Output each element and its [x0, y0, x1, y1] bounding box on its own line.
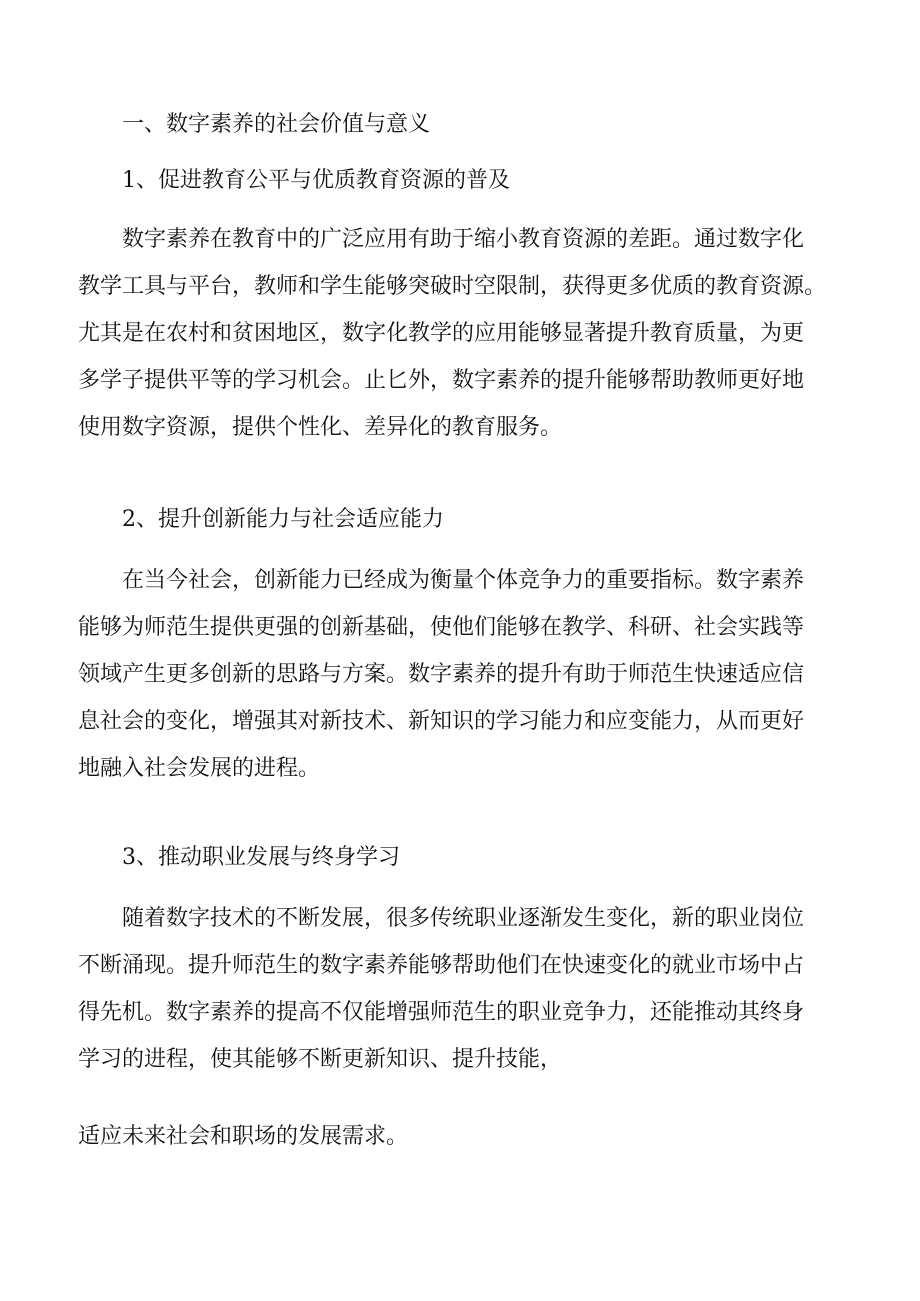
paragraph-line: 在当今社会，创新能力已经成为衡量个体竞争力的重要指标。数字素养: [122, 568, 805, 593]
paragraph-line: 随着数字技术的不断发展，很多传统职业逐渐发生变化，新的职业岗位: [122, 906, 805, 931]
paragraph-1: [78, 216, 850, 451]
section-title: 一、数字素养的社会价值与意义: [122, 112, 431, 137]
paragraph-line: 得先机。数字素养的提高不仅能增强师范生的职业竞争力，还能推动其终身: [78, 1000, 805, 1025]
paragraph-line: 学习的进程，使其能够不断更新知识、提升技能，: [78, 1047, 563, 1072]
paragraph-tail-line: 适应未来社会和职场的发展需求。: [78, 1124, 409, 1149]
paragraph-line: 领域产生更多创新的思路与方案。数字素养的提升有助于师范生快速适应信: [78, 662, 805, 687]
paragraph-line: 教学工具与平台，教师和学生能够突破时空限制，获得更多优质的教育资源。: [78, 274, 827, 299]
paragraph-line: 多学子提供平等的学习机会。止匕外，数字素养的提升能够帮助教师更好地: [78, 368, 805, 393]
paragraph-line: 能够为师范生提供更强的创新基础，使他们能够在教学、科研、社会实践等: [78, 615, 805, 640]
paragraph-line: 尤其是在农村和贫困地区，数字化教学的应用能够显著提升教育质量，为更: [78, 321, 805, 346]
subsection-heading-1: 1、促进教育公平与优质教育资源的普及: [122, 168, 510, 193]
subsection-heading-3: 3、推动职业发展与终身学习: [122, 845, 400, 870]
paragraph-line: 息社会的变化，增强其对新技术、新知识的学习能力和应变能力，从而更好: [78, 709, 805, 734]
paragraph-line: 使用数字资源，提供个性化、差异化的教育服务。: [78, 415, 563, 440]
paragraph-line: 不断涌现。提升师范生的数字素养能够帮助他们在快速变化的就业市场中占: [78, 953, 805, 978]
paragraph-3: [78, 895, 850, 1083]
subsection-heading-2: 2、提升创新能力与社会适应能力: [122, 507, 444, 532]
paragraph-2: [78, 557, 850, 792]
paragraph-line: 地融入社会发展的进程。: [78, 756, 321, 781]
paragraph-line: 数字素养在教育中的广泛应用有助于缩小教育资源的差距。通过数字化: [122, 227, 805, 252]
